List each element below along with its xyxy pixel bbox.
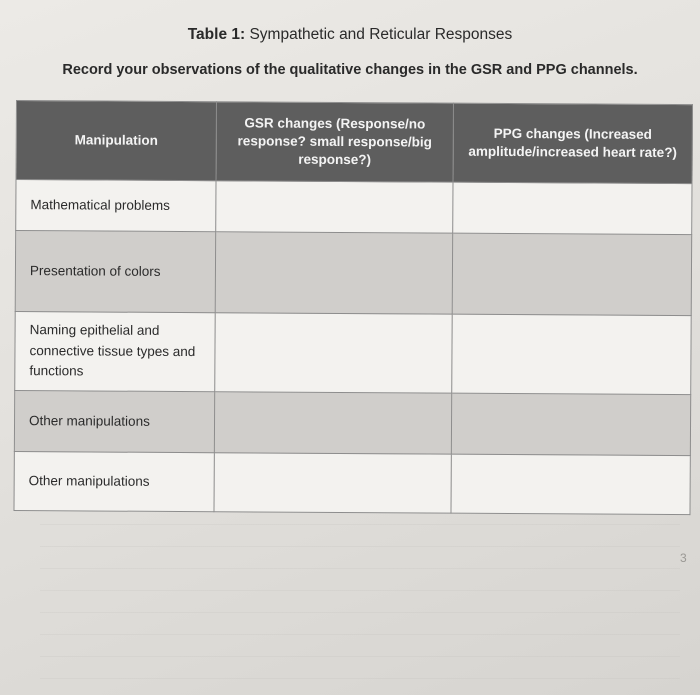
table-caption — [0, 26, 700, 44]
gsr-cell[interactable] — [214, 392, 451, 454]
ppg-cell[interactable] — [453, 182, 692, 234]
instruction-text: Record your observations of the qualitative changes in the GSR and PPG channels. — [62, 62, 638, 78]
ppg-cell[interactable] — [451, 454, 690, 514]
table-row — [14, 451, 690, 514]
gsr-cell[interactable] — [215, 313, 452, 393]
table-row — [15, 231, 691, 316]
gsr-cell[interactable] — [216, 181, 453, 233]
manipulation-cell: Naming epithelial and connective tissue types and functions — [15, 311, 215, 391]
table-row — [15, 311, 691, 394]
table-header-row — [16, 101, 692, 184]
manipulation-cell: Presentation of colors — [15, 231, 215, 313]
manipulation-cell: Mathematical problems — [16, 180, 216, 232]
header-manipulation: Manipulation — [16, 101, 216, 181]
header-gsr-changes: GSR changes (Response/no response? small response/big response?) — [216, 102, 453, 182]
table-row — [16, 180, 692, 235]
page-number: 3 — [680, 551, 687, 565]
observation-table — [13, 100, 692, 515]
show-through-text — [40, 510, 680, 680]
ppg-cell[interactable] — [451, 393, 690, 455]
gsr-cell[interactable] — [214, 453, 451, 513]
table-row — [14, 390, 690, 455]
table-caption-title: Sympathetic and Reticular Responses — [249, 26, 513, 43]
manipulation-cell: Other manipulations — [14, 390, 214, 452]
ppg-cell[interactable] — [452, 233, 691, 315]
gsr-cell[interactable] — [215, 232, 452, 314]
manipulation-cell: Other manipulations — [14, 451, 214, 511]
table-caption-label: Table 1: — [187, 26, 246, 43]
ppg-cell[interactable] — [452, 314, 691, 394]
header-ppg-changes: PPG changes (Increased amplitude/increased heart rate?) — [453, 103, 692, 183]
